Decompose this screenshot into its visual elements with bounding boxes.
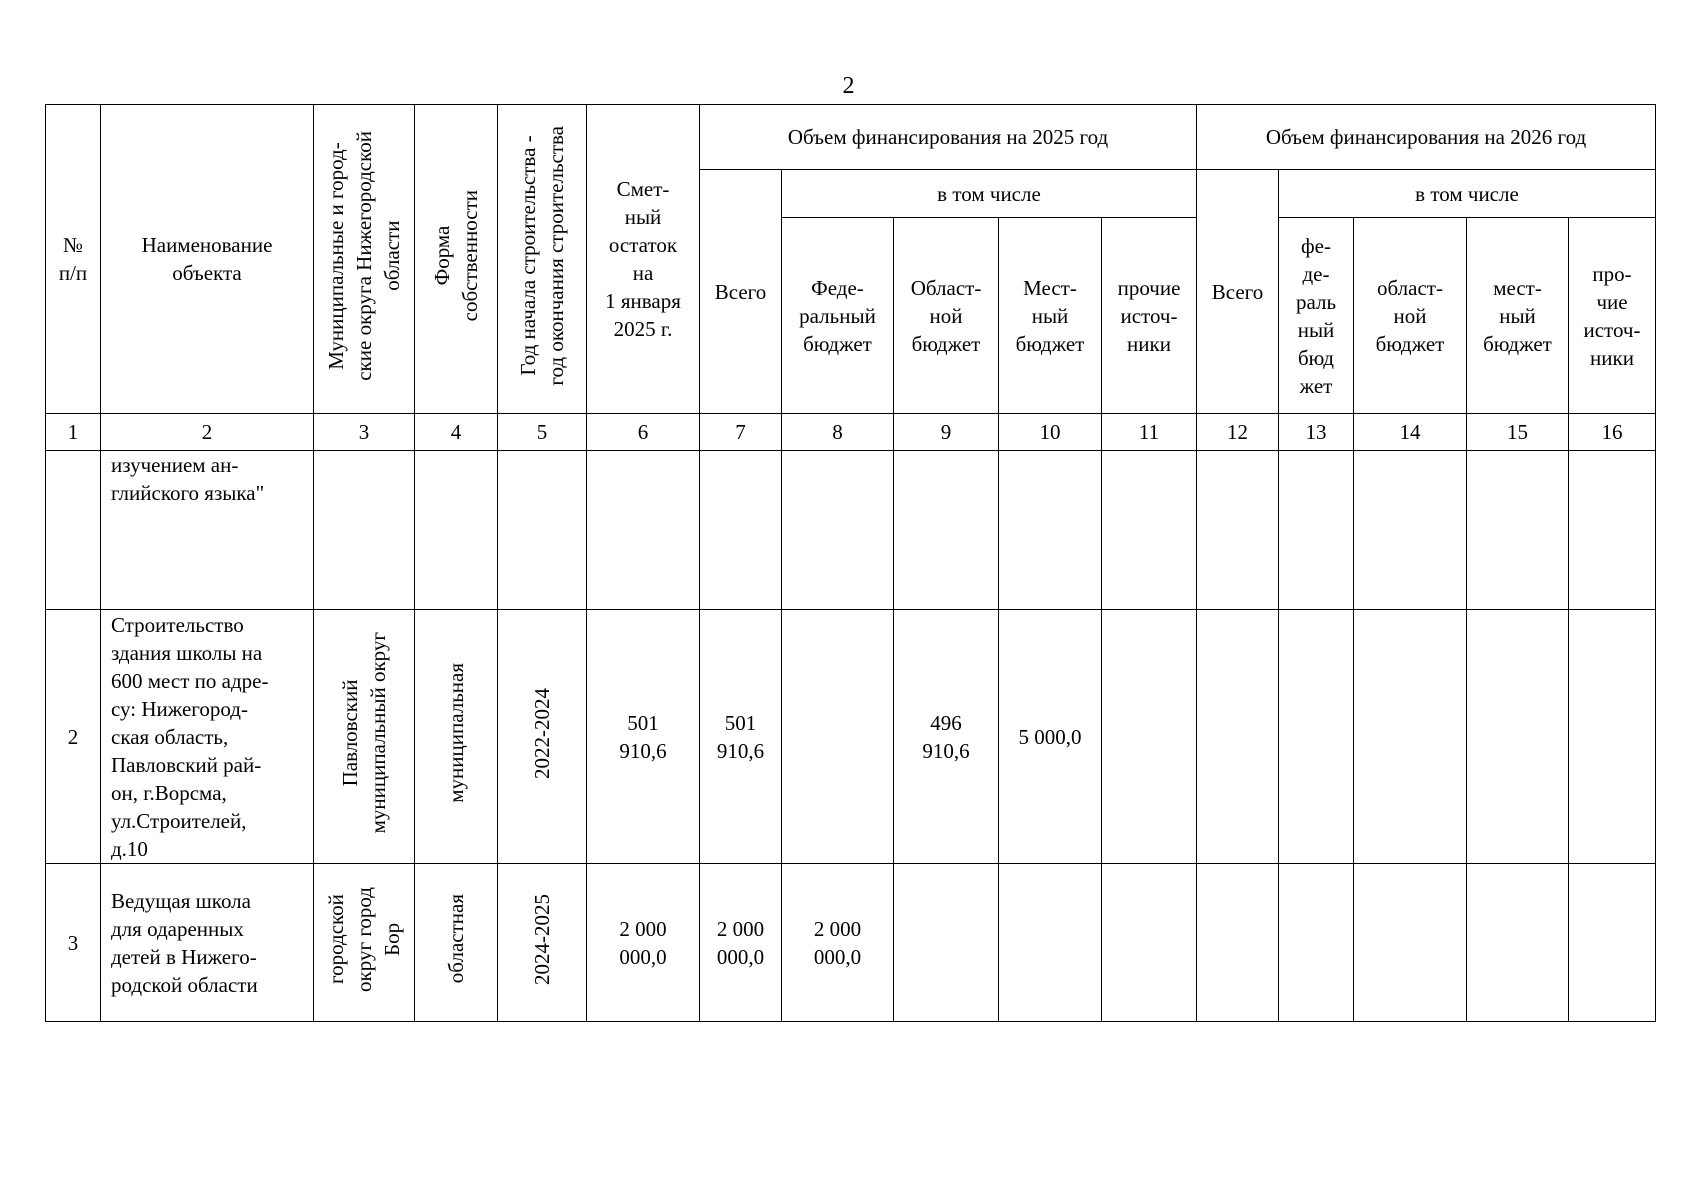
municipal-text: городской округ город Бор (324, 886, 404, 992)
years-text: 2024-2025 (530, 893, 554, 985)
table-row (46, 864, 1656, 1022)
other-2025-value (1102, 451, 1197, 610)
header-years (498, 105, 587, 414)
header-federal-2025: Феде- ральный бюджет (782, 218, 894, 414)
total-2025-value: 2 000 000,0 (700, 864, 782, 1022)
other-2026-value (1569, 451, 1656, 610)
federal-2026-value (1279, 451, 1354, 610)
total-2026-value (1197, 610, 1279, 864)
column-number: 9 (894, 414, 999, 451)
municipal-cell (314, 451, 415, 610)
header-including-2026: в том числе (1279, 170, 1656, 218)
header-name: Наименование объекта (101, 105, 314, 414)
header-ownership (415, 105, 498, 414)
page-number: 2 (842, 73, 855, 99)
column-number: 4 (415, 414, 498, 451)
header-total-2025: Всего (700, 170, 782, 414)
federal-2026-value (1279, 610, 1354, 864)
header-years-text: Год начала строительства - год окончания строительства (516, 125, 568, 386)
column-number: 13 (1279, 414, 1354, 451)
municipal-cell (314, 864, 415, 1022)
header-including-2025: в том числе (782, 170, 1197, 218)
column-number: 10 (999, 414, 1102, 451)
ownership-text: областная (444, 894, 468, 984)
balance-value: 501 910,6 (587, 610, 700, 864)
column-number: 14 (1354, 414, 1467, 451)
local-2025-value: 5 000,0 (999, 610, 1102, 864)
other-2026-value (1569, 610, 1656, 864)
total-2026-value (1197, 451, 1279, 610)
total-2025-value (700, 451, 782, 610)
balance-value: 2 000 000,0 (587, 864, 700, 1022)
table-row (46, 451, 1656, 610)
regional-2025-value: 496 910,6 (894, 610, 999, 864)
years-cell (498, 451, 587, 610)
federal-2026-value (1279, 864, 1354, 1022)
header-total-2026: Всего (1197, 170, 1279, 414)
row-number (46, 451, 101, 610)
regional-2025-value (894, 451, 999, 610)
regional-2026-value (1354, 864, 1467, 1022)
column-number: 7 (700, 414, 782, 451)
local-2026-value (1467, 451, 1569, 610)
header-num: № п/п (46, 105, 101, 414)
regional-2025-value (894, 864, 999, 1022)
object-name: Ведущая школа для одаренных детей в Нижего- родской области (101, 864, 314, 1022)
federal-2025-value: 2 000 000,0 (782, 864, 894, 1022)
header-other-2025: прочие источ- ники (1102, 218, 1197, 414)
header-municipal (314, 105, 415, 414)
other-2025-value (1102, 610, 1197, 864)
column-number: 16 (1569, 414, 1656, 451)
header-municipal-text: Муниципальные и город- ские округа Нижегородской области (324, 130, 404, 381)
header-other-2026: про- чие источ- ники (1569, 218, 1656, 414)
column-number-row (46, 414, 1656, 451)
other-2025-value (1102, 864, 1197, 1022)
years-cell (498, 610, 587, 864)
header-federal-2026: фе- де- раль ный бюд жет (1279, 218, 1354, 414)
object-name: Строительство здания школы на 600 мест по адре- су: Нижегород- ская область, Павловский рай- он, г.Ворсма, ул.Строителей, д.10 (101, 610, 314, 864)
row-number: 3 (46, 864, 101, 1022)
financing-table (45, 104, 1656, 1022)
municipal-text: Павловский муниципальный округ (338, 632, 390, 834)
object-name: изучением ан- глийского языка" (101, 451, 314, 610)
column-number: 3 (314, 414, 415, 451)
header-local-2026: мест- ный бюджет (1467, 218, 1569, 414)
regional-2026-value (1354, 610, 1467, 864)
municipal-cell (314, 610, 415, 864)
header-fin2025: Объем финансирования на 2025 год (700, 105, 1197, 170)
table-row (46, 610, 1656, 864)
ownership-cell (415, 610, 498, 864)
local-2026-value (1467, 864, 1569, 1022)
header-balance: Смет- ный остаток на 1 января 2025 г. (587, 105, 700, 414)
ownership-cell (415, 864, 498, 1022)
local-2025-value (999, 864, 1102, 1022)
ownership-cell (415, 451, 498, 610)
row-number: 2 (46, 610, 101, 864)
years-text: 2022-2024 (530, 687, 554, 779)
header-row-1 (46, 105, 1656, 170)
other-2026-value (1569, 864, 1656, 1022)
ownership-text: муниципальная (444, 663, 468, 803)
total-2025-value: 501 910,6 (700, 610, 782, 864)
header-regional-2026: област- ной бюджет (1354, 218, 1467, 414)
column-number: 2 (101, 414, 314, 451)
column-number: 1 (46, 414, 101, 451)
total-2026-value (1197, 864, 1279, 1022)
federal-2025-value (782, 451, 894, 610)
local-2026-value (1467, 610, 1569, 864)
header-fin2026: Объем финансирования на 2026 год (1197, 105, 1656, 170)
regional-2026-value (1354, 451, 1467, 610)
balance-value (587, 451, 700, 610)
header-ownership-text: Форма собственности (430, 189, 482, 322)
column-number: 8 (782, 414, 894, 451)
federal-2025-value (782, 610, 894, 864)
column-number: 15 (1467, 414, 1569, 451)
header-regional-2025: Област- ной бюджет (894, 218, 999, 414)
column-number: 5 (498, 414, 587, 451)
column-number: 6 (587, 414, 700, 451)
column-number: 12 (1197, 414, 1279, 451)
column-number: 11 (1102, 414, 1197, 451)
header-local-2025: Мест- ный бюджет (999, 218, 1102, 414)
years-cell (498, 864, 587, 1022)
local-2025-value (999, 451, 1102, 610)
